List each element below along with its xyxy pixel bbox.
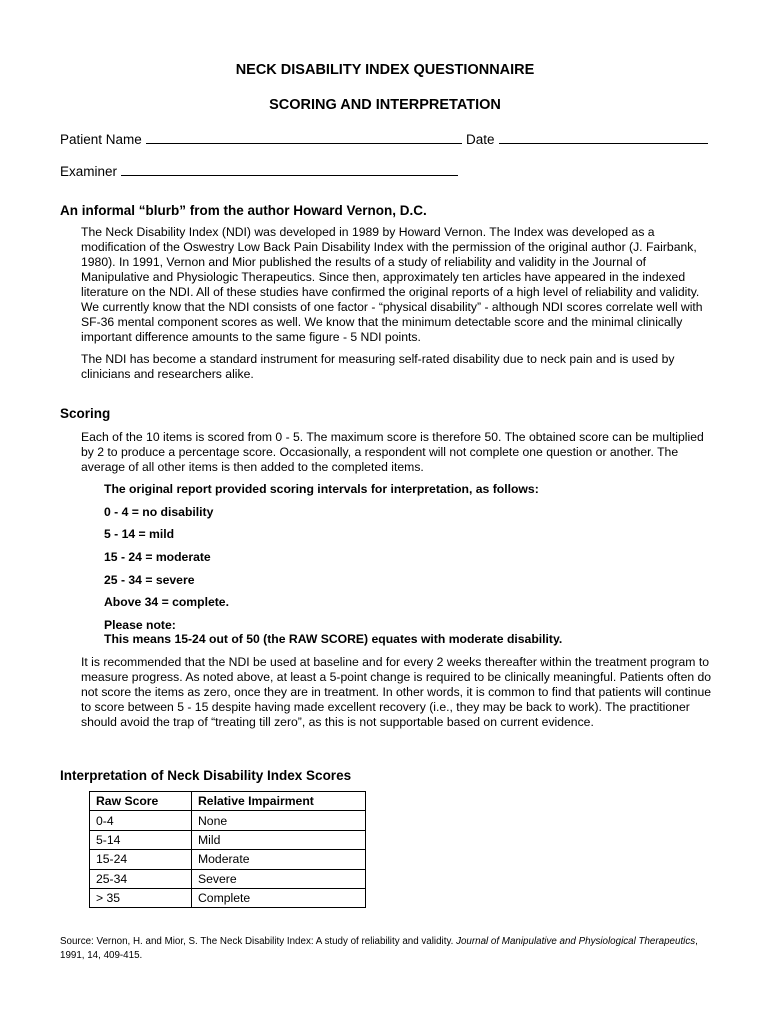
- intervals-intro: The original report provided scoring intervals for interpretation, as follows:: [104, 482, 539, 496]
- interval-item: 0 - 4 = no disability: [104, 505, 214, 519]
- patient-name-label: Patient Name: [60, 132, 142, 147]
- date-label: Date: [466, 132, 495, 147]
- table-header-row: [90, 792, 366, 811]
- scoring-heading: Scoring: [60, 406, 111, 421]
- citation-journal: Journal of Manipulative and Physiological Therapeutics: [456, 936, 696, 947]
- date-line[interactable]: [499, 130, 708, 144]
- impairment-cell: Severe: [192, 869, 366, 888]
- table-row: [90, 830, 366, 849]
- column-header: Relative Impairment: [192, 792, 366, 811]
- blurb-heading: An informal “blurb” from the author Howard Vernon, D.C.: [60, 203, 427, 218]
- examiner-label: Examiner: [60, 164, 118, 179]
- recommendation-paragraph: It is recommended that the NDI be used at baseline and for every 2 weeks thereafter within the treatment program to measure progress. As noted above, at least a 5-point change is required to be clinically meaningful. Patients often do not score the items as zero, once they are in treatment. In other words, it is common to find that patients will continue to score between 5 - 15 despite having made excellent recovery (i.e., they may be back to work). The practitioner should avoid the trap of “treating till zero”, as this is not supportable based on current evidence.: [81, 655, 712, 729]
- blurb-paragraph-1: The Neck Disability Index (NDI) was developed in 1989 by Howard Vernon. The Index was developed as a modification of the Oswestry Low Back Pain Disability Index with the permission of the original author (J. Fairbank, 1980). In 1991, Vernon and Mior published the results of a study of reliability and validity in the Journal of Manipulative and Physiologic Therapeutics. Since then, approximately ten articles have appeared in the indexed literature on the NDI. All of these studies have confirmed the original reports of a high level of reliability and validity. We currently know that the NDI consists of one factor - “physical disability” - although NDI scores correlate well with SF-36 mental component scores as well. We know that the minimum detectable score and the minimal clinically important difference amounts to the same figure - 5 NDI points.: [81, 225, 703, 344]
- document-title: NECK DISABILITY INDEX QUESTIONNAIRE: [235, 62, 535, 78]
- date-field[interactable]: [466, 130, 708, 147]
- impairment-cell: Moderate: [192, 850, 366, 869]
- citation-prefix: Source: Vernon, H. and Mior, S. The Neck Disability Index: A study of reliability and validity.: [60, 936, 457, 947]
- raw-score-cell: 15-24: [90, 850, 192, 869]
- interval-item: 25 - 34 = severe: [104, 573, 195, 587]
- scoring-paragraph: Each of the 10 items is scored from 0 - 5. The maximum score is therefore 50. The obtained score can be multiplied by 2 to produce a percentage score. Occasionally, a respondent will not complete one question or another. The average of all other items is then added to the completed items.: [81, 430, 704, 474]
- table-row: [90, 811, 366, 830]
- interval-item: Above 34 = complete.: [104, 595, 229, 609]
- document-subtitle: SCORING AND INTERPRETATION: [269, 97, 501, 113]
- column-header: Raw Score: [90, 792, 192, 811]
- interval-item: 15 - 24 = moderate: [104, 550, 211, 564]
- blurb-paragraph-2: The NDI has become a standard instrument for measuring self-rated disability due to neck pain and is used by clinicians and researchers alike.: [81, 352, 675, 381]
- patient-name-field[interactable]: [60, 130, 462, 147]
- interpretation-heading: Interpretation of Neck Disability Index Scores: [60, 768, 352, 783]
- interval-item: 5 - 14 = mild: [104, 527, 175, 541]
- examiner-field[interactable]: [60, 162, 458, 179]
- examiner-line[interactable]: [121, 162, 458, 176]
- table-row: [90, 869, 366, 888]
- impairment-cell: Mild: [192, 830, 366, 849]
- raw-score-cell: > 35: [90, 888, 192, 907]
- raw-score-cell: 0-4: [90, 811, 192, 830]
- raw-score-cell: 5-14: [90, 830, 192, 849]
- table-row: [90, 888, 366, 907]
- note-label: Please note:: [104, 618, 176, 632]
- source-citation: [60, 935, 700, 963]
- impairment-cell: None: [192, 811, 366, 830]
- raw-score-cell: 25-34: [90, 869, 192, 888]
- impairment-cell: Complete: [192, 888, 366, 907]
- interpretation-table: [89, 791, 366, 908]
- citation-suffix: , 1991, 14, 409-415.: [60, 936, 698, 961]
- note-text: This means 15-24 out of 50 (the RAW SCORE) equates with moderate disability.: [104, 632, 563, 646]
- patient-name-line[interactable]: [146, 130, 462, 144]
- table-row: [90, 850, 366, 869]
